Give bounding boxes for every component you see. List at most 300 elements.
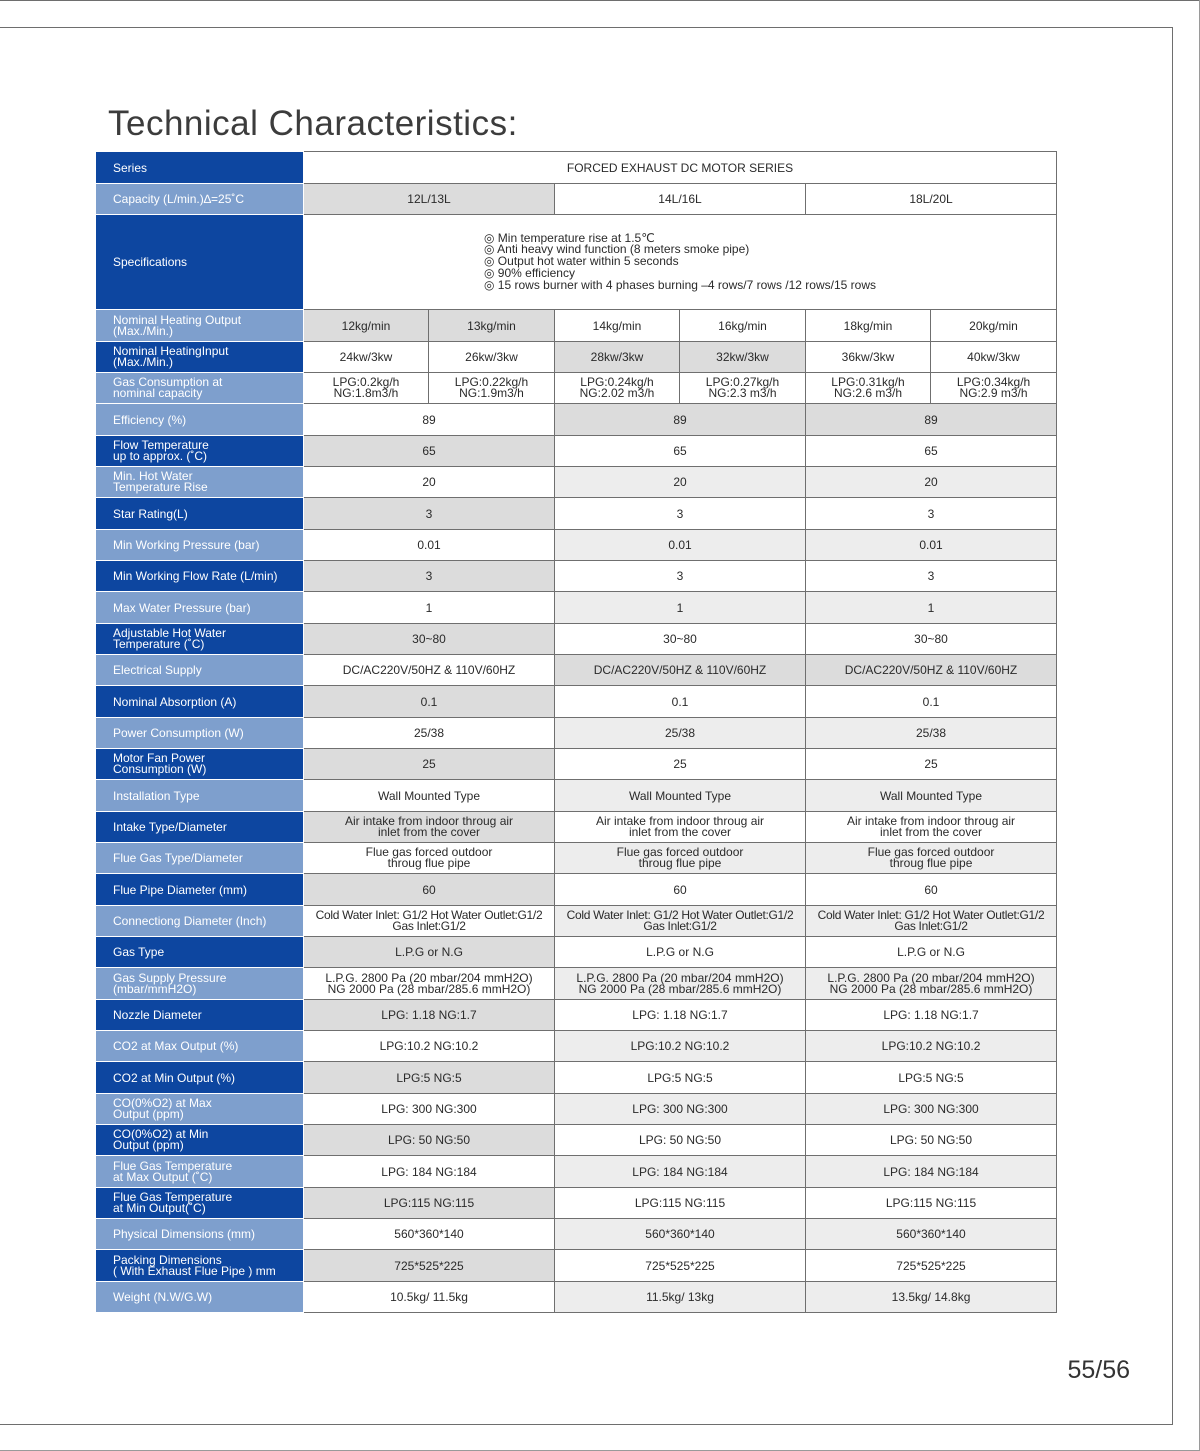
cell-line: NG:2.6 m3/h	[833, 386, 903, 400]
table-cell	[555, 874, 806, 906]
table-cell	[680, 342, 806, 373]
cell-line: LPG:0.22kg/h	[454, 375, 529, 389]
cell-line: Flue Gas Temperature	[113, 1190, 233, 1204]
table-cell	[806, 467, 1057, 498]
cell-line: LPG:5 NG:5	[647, 1070, 713, 1085]
cell-line: LPG: 50 NG:50	[889, 1133, 973, 1147]
table-cell	[555, 1031, 806, 1062]
row-label	[96, 843, 304, 874]
cell-line: CO(0%O2) at Max	[113, 1096, 212, 1110]
cell-line: 0.01	[417, 538, 441, 552]
table-cell	[304, 310, 429, 342]
row-label	[96, 498, 304, 530]
table-cell	[680, 310, 806, 342]
table-row	[96, 1094, 1057, 1125]
cell-line: Nominal Heating Output	[113, 312, 242, 327]
table-cell	[555, 1062, 806, 1094]
cell-line: Max Water Pressure (bar)	[113, 600, 251, 615]
cell-line: 89	[422, 412, 436, 427]
row-label	[96, 467, 304, 498]
cell-line: Flue gas forced outdoor	[365, 845, 493, 859]
row-label	[96, 530, 304, 561]
table-cell	[304, 530, 555, 561]
cell-line: Consumption (W)	[113, 762, 207, 776]
row-label	[96, 1031, 304, 1062]
cell-line: 32kw/3kw	[716, 350, 769, 364]
table-cell	[806, 436, 1057, 467]
cell-line: inlet from the cover	[628, 825, 732, 839]
row-label	[96, 812, 304, 843]
cell-line: 3	[676, 569, 684, 583]
table-cell	[304, 436, 555, 467]
cell-line: 3	[676, 506, 684, 521]
cell-line: 0.1	[671, 694, 689, 709]
row-label	[96, 1125, 304, 1156]
cell-line: Output (ppm)	[113, 1107, 184, 1121]
table-row	[96, 1219, 1057, 1250]
table-cell	[555, 498, 806, 530]
table-cell	[806, 592, 1057, 624]
list-item: ◎ Min temperature rise at 1.5℃	[484, 230, 655, 245]
table-cell	[304, 561, 555, 592]
cell-line: Air intake from indoor throug air	[595, 814, 765, 828]
table-cell	[429, 342, 555, 373]
table-cell	[304, 874, 555, 906]
cell-line: 20kg/min	[969, 318, 1018, 333]
table-cell	[806, 1062, 1057, 1094]
table-cell	[555, 592, 806, 624]
cell-line: 40kw/3kw	[967, 350, 1020, 364]
cell-line: Gas Inlet:G1/2	[894, 919, 968, 933]
table-row	[96, 812, 1057, 843]
row-label	[96, 1250, 304, 1282]
cell-line: 10.5kg/ 11.5kg	[390, 1290, 468, 1304]
cell-line: 65	[673, 444, 687, 458]
table-row	[96, 530, 1057, 561]
table-cell	[555, 342, 680, 373]
cell-line: Flue gas forced outdoor	[867, 845, 995, 859]
page-title: Technical Characteristics:	[108, 104, 518, 143]
cell-line: Installation Type	[113, 788, 200, 803]
row-label	[96, 404, 304, 436]
table-cell	[304, 1000, 555, 1031]
cell-line: L.P.G or N.G	[395, 945, 463, 959]
row-label: Capacity (L/min.)∆=25˚C	[96, 184, 304, 215]
table-cell	[806, 874, 1057, 906]
row-label	[96, 780, 304, 812]
table-cell	[806, 1000, 1057, 1031]
table-cell	[304, 1188, 555, 1219]
cell-line: NG 2000 Pa (28 mbar/285.6 mmH2O)	[829, 981, 1033, 996]
cell-line: Efficiency (%)	[113, 412, 187, 427]
table-row	[96, 404, 1057, 436]
table-row	[96, 1000, 1057, 1031]
table-cell	[304, 686, 555, 718]
cell-line: L.P.G or N.G	[646, 945, 714, 959]
cell-line: LPG:0.24kg/h	[580, 375, 654, 389]
cell-line: 89	[924, 412, 938, 427]
table-cell	[304, 749, 555, 780]
table-row	[96, 874, 1057, 906]
table-row	[96, 624, 1057, 655]
cell-line: Flow Temperature	[113, 438, 209, 452]
table-cell	[806, 310, 931, 342]
table-cell	[304, 812, 555, 843]
row-label	[96, 874, 304, 906]
table-cell	[806, 1031, 1057, 1062]
table-cell	[304, 843, 555, 874]
cell-line: Packing Dimensions	[113, 1252, 222, 1267]
row-label	[96, 968, 304, 1000]
cell-line: Min Working Flow Rate (L/min)	[113, 569, 278, 583]
cell-line: L.P.G. 2800 Pa (20 mbar/204 mmH2O)	[325, 970, 533, 985]
table-cell	[555, 1282, 806, 1313]
cell-line: Weight (N.W/G.W)	[113, 1290, 213, 1304]
cell-line: CO2 at Max Output (%)	[113, 1039, 239, 1053]
row-label	[96, 592, 304, 624]
list-item: ◎ Output hot water within 5 seconds	[484, 254, 679, 269]
table-cell	[806, 843, 1057, 874]
cell-line: LPG: 300 NG:300	[883, 1102, 979, 1116]
table-row	[96, 968, 1057, 1000]
cell-line: Nominal Absorption (A)	[113, 694, 237, 709]
cell-line: 3	[425, 506, 433, 521]
cell-line: Cold Water Inlet: G1/2 Hot Water Outlet:G1/2	[315, 908, 543, 922]
cell-line: Flue gas forced outdoor	[616, 845, 744, 859]
cell-line: 16kg/min	[718, 318, 767, 333]
table-cell	[304, 1156, 555, 1188]
cell-line: 12kg/min	[341, 318, 391, 333]
cell-line: 11.5kg/ 13kg	[646, 1290, 714, 1304]
cell-line: inlet from the cover	[879, 825, 983, 839]
row-label	[96, 718, 304, 749]
cell-line: throug flue pipe	[638, 856, 722, 870]
table-cell	[304, 906, 555, 937]
row-label	[96, 1188, 304, 1219]
cell-line: 560*360*140	[645, 1227, 715, 1241]
table-cell	[555, 561, 806, 592]
cell-line: 25	[422, 757, 436, 771]
table-cell	[304, 968, 555, 1000]
cell-line: CO(0%O2) at Min	[113, 1127, 209, 1141]
table-cell	[304, 373, 429, 404]
cell-line: Nozzle Diameter	[113, 1008, 202, 1022]
cell-line: 20	[924, 475, 938, 489]
table-cell	[555, 1250, 806, 1282]
specifications-list	[484, 230, 876, 292]
table-cell	[304, 1219, 555, 1250]
cell-line: DC/AC220V/50HZ & 110V/60HZ	[342, 663, 516, 677]
cell-line: LPG:0.2kg/h	[332, 375, 400, 389]
table-cell	[555, 1156, 806, 1188]
table-row	[96, 310, 1057, 342]
table-row	[96, 1188, 1057, 1219]
table-cell	[806, 1282, 1057, 1313]
table-row	[96, 843, 1057, 874]
table-row	[96, 436, 1057, 467]
table-row	[96, 184, 1057, 215]
table-cell	[555, 310, 680, 342]
cell-line: 0.1	[420, 694, 438, 709]
cell-line: LPG:10.2 NG:10.2	[630, 1039, 730, 1053]
cell-line: Wall Mounted Type	[879, 788, 983, 803]
table-row	[96, 467, 1057, 498]
cell-line: 26kw/3kw	[465, 350, 518, 364]
cell-line: Wall Mounted Type	[628, 788, 732, 803]
row-label	[96, 624, 304, 655]
table-cell	[806, 1094, 1057, 1125]
row-label	[96, 1156, 304, 1188]
table-cell	[555, 906, 806, 937]
table-cell	[806, 1188, 1057, 1219]
table-row	[96, 686, 1057, 718]
table-cell	[806, 342, 931, 373]
cell-line: 25	[924, 757, 938, 771]
table-row	[96, 1156, 1057, 1188]
cell-line: 14kg/min	[592, 318, 642, 333]
cell-line: (Max./Min.)	[113, 323, 173, 338]
row-label	[96, 310, 304, 342]
cell-line: LPG: 184 NG:184	[381, 1164, 477, 1179]
row-label	[96, 937, 304, 968]
cell-line: 13.5kg/ 14.8kg	[891, 1290, 971, 1304]
cell-line: LPG:5 NG:5	[396, 1070, 462, 1085]
cell-line: LPG: 1.18 NG:1.7	[883, 1008, 979, 1022]
table-row	[96, 592, 1057, 624]
table-row	[96, 498, 1057, 530]
list-item: ◎ 90% efficiency	[484, 265, 575, 280]
cell-line: inlet from the cover	[377, 825, 481, 839]
cell-line: LPG:115 NG:115	[383, 1196, 475, 1210]
cell-line: NG:2.3 m3/h	[708, 386, 777, 400]
table-cell	[555, 686, 806, 718]
cell-line: 89	[673, 412, 687, 427]
cell-line: CO2 at Min Output (%)	[113, 1070, 236, 1085]
row-label	[96, 436, 304, 467]
cell-line: Star Rating(L)	[113, 506, 188, 521]
cell-line: DC/AC220V/50HZ & 110V/60HZ	[844, 663, 1018, 677]
table-cell	[806, 561, 1057, 592]
cell-line: LPG: 1.18 NG:1.7	[381, 1008, 477, 1022]
table-cell	[304, 498, 555, 530]
cell-line: 1	[676, 600, 684, 615]
cell-line: throug flue pipe	[889, 856, 973, 870]
table-cell	[555, 937, 806, 968]
cell-line: 25/38	[915, 726, 947, 740]
table-cell	[806, 655, 1057, 686]
table-cell	[555, 1094, 806, 1125]
cell-line: 30~80	[914, 632, 948, 646]
table-cell	[304, 1062, 555, 1094]
table-cell	[304, 404, 555, 436]
cell-line: 725*525*225	[896, 1258, 966, 1273]
cell-line: Gas Type	[113, 945, 165, 959]
table-cell	[555, 404, 806, 436]
cell-line: 65	[422, 444, 436, 458]
table-cell: 12L/13L	[304, 184, 555, 215]
table-cell	[806, 906, 1057, 937]
row-label	[96, 1219, 304, 1250]
cell-line: 25/38	[664, 726, 696, 740]
table-cell	[806, 780, 1057, 812]
table-cell: 18L/20L	[806, 184, 1057, 215]
cell-line: Flue Gas Temperature	[113, 1158, 233, 1173]
cell-line: LPG: 1.18 NG:1.7	[632, 1008, 728, 1022]
cell-line: (mbar/mmH2O)	[113, 981, 197, 996]
cell-line: LPG:115 NG:115	[634, 1196, 726, 1210]
table-row	[96, 152, 1057, 184]
table-cell	[806, 498, 1057, 530]
table-cell	[555, 1219, 806, 1250]
cell-line: Physical Dimensions (mm)	[113, 1227, 256, 1241]
cell-line: Temperature (˚C)	[113, 637, 205, 651]
table-row	[96, 1125, 1057, 1156]
table-cell	[806, 937, 1057, 968]
cell-line: 30~80	[412, 632, 446, 646]
cell-line: DC/AC220V/50HZ & 110V/60HZ	[593, 663, 767, 677]
cell-line: up to approx. (˚C)	[113, 449, 208, 463]
cell-line: 1	[425, 600, 433, 615]
cell-line: Gas Inlet:G1/2	[643, 919, 717, 933]
cell-line: 725*525*225	[645, 1258, 715, 1273]
table-cell	[555, 530, 806, 561]
table-cell	[304, 592, 555, 624]
cell-line: 13kg/min	[467, 318, 516, 333]
row-label	[96, 906, 304, 937]
table-row	[96, 906, 1057, 937]
cell-line: Temperature Rise	[113, 480, 208, 494]
cell-line: Flue Gas Type/Diameter	[113, 851, 243, 865]
table-cell	[555, 843, 806, 874]
table-row	[96, 749, 1057, 780]
cell-line: LPG: 300 NG:300	[381, 1102, 477, 1116]
table-cell	[555, 968, 806, 1000]
cell-line: at Max Output (˚C)	[113, 1169, 213, 1184]
cell-line: Cold Water Inlet: G1/2 Hot Water Outlet:G1/2	[566, 908, 794, 922]
cell-line: NG 2000 Pa (28 mbar/285.6 mmH2O)	[327, 981, 531, 996]
cell-line: 30~80	[663, 632, 697, 646]
cell-line: LPG:5 NG:5	[898, 1070, 964, 1085]
table-cell	[555, 1000, 806, 1031]
table-cell	[806, 624, 1057, 655]
cell-line: throug flue pipe	[387, 856, 471, 870]
table-cell	[806, 749, 1057, 780]
table-cell	[806, 1250, 1057, 1282]
cell-line: ( With Exhaust Flue Pipe ) mm	[113, 1263, 276, 1278]
series-value: FORCED EXHAUST DC MOTOR SERIES	[304, 152, 1057, 184]
table-cell	[304, 1125, 555, 1156]
cell-line: 560*360*140	[896, 1227, 966, 1241]
cell-line: LPG: 184 NG:184	[632, 1164, 728, 1179]
technical-characteristics-table	[95, 151, 1057, 1313]
cell-line: L.P.G or N.G	[897, 945, 965, 959]
table-row	[96, 655, 1057, 686]
cell-line: LPG: 300 NG:300	[632, 1102, 728, 1116]
cell-line: Gas Supply Pressure	[113, 970, 227, 985]
cell-line: Cold Water Inlet: G1/2 Hot Water Outlet:G1/2	[817, 908, 1045, 922]
cell-line: (Max./Min.)	[113, 355, 173, 369]
table-cell	[555, 373, 680, 404]
cell-line: NG:1.9m3/h	[459, 386, 524, 400]
table-row	[96, 373, 1057, 404]
cell-line: LPG:0.27kg/h	[705, 375, 780, 389]
cell-line: Output (ppm)	[113, 1138, 184, 1152]
cell-line: Nominal HeatingInput	[113, 344, 229, 358]
cell-line: 1	[927, 600, 935, 615]
table-cell	[931, 342, 1057, 373]
table-row	[96, 561, 1057, 592]
table-cell	[429, 373, 555, 404]
table-cell	[304, 718, 555, 749]
cell-line: 60	[924, 882, 938, 897]
table-cell	[555, 812, 806, 843]
row-label: Series	[96, 152, 304, 184]
table-cell	[429, 310, 555, 342]
cell-line: 25	[673, 757, 687, 771]
cell-line: LPG: 50 NG:50	[387, 1133, 471, 1147]
cell-line: LPG: 184 NG:184	[883, 1164, 979, 1179]
cell-line: Wall Mounted Type	[377, 788, 481, 803]
cell-line: Motor Fan Power	[113, 751, 206, 765]
table-cell	[806, 812, 1057, 843]
cell-line: LPG:10.2 NG:10.2	[881, 1039, 981, 1053]
cell-line: 18kg/min	[843, 318, 893, 333]
cell-line: 24kw/3kw	[339, 350, 393, 364]
table-cell	[304, 1031, 555, 1062]
row-label	[96, 561, 304, 592]
cell-line: NG:2.02 m3/h	[579, 386, 655, 400]
table-cell	[304, 1094, 555, 1125]
table-cell	[304, 937, 555, 968]
cell-line: NG 2000 Pa (28 mbar/285.6 mmH2O)	[578, 981, 782, 996]
table-cell	[806, 1156, 1057, 1188]
table-cell	[304, 655, 555, 686]
cell-line: 725*525*225	[394, 1258, 464, 1273]
cell-line: 0.01	[668, 538, 692, 552]
table-cell	[304, 342, 429, 373]
list-item: ◎ 15 rows burner with 4 phases burning –4 rows/7 rows /12 rows/15 rows	[484, 277, 876, 292]
table-cell	[680, 373, 806, 404]
page-number: 55/56	[1067, 1356, 1130, 1384]
table-row	[96, 1062, 1057, 1094]
table-cell	[806, 968, 1057, 1000]
table-cell	[555, 624, 806, 655]
list-item: ◎ Anti heavy wind function (8 meters smoke pipe)	[484, 242, 750, 257]
row-label	[96, 749, 304, 780]
table-cell	[555, 718, 806, 749]
cell-line: 60	[422, 882, 436, 897]
table-cell	[806, 373, 931, 404]
row-label	[96, 1282, 304, 1313]
cell-line: 20	[422, 475, 436, 489]
cell-line: Flue Pipe Diameter (mm)	[113, 882, 248, 897]
table-cell	[304, 780, 555, 812]
table-row	[96, 215, 1057, 310]
cell-line: Min Working Pressure (bar)	[113, 538, 260, 552]
cell-line: 28kw/3kw	[590, 350, 644, 364]
table-cell	[555, 749, 806, 780]
cell-line: 20	[673, 475, 687, 489]
cell-line: Gas Inlet:G1/2	[392, 919, 466, 933]
cell-line: 0.1	[922, 694, 940, 709]
table-cell	[304, 1282, 555, 1313]
table-cell	[555, 436, 806, 467]
cell-line: L.P.G. 2800 Pa (20 mbar/204 mmH2O)	[576, 970, 784, 985]
cell-line: Power Consumption (W)	[113, 726, 244, 740]
cell-line: L.P.G. 2800 Pa (20 mbar/204 mmH2O)	[827, 970, 1035, 985]
cell-line: at Min Output(˚C)	[113, 1201, 206, 1215]
table-cell	[555, 1125, 806, 1156]
